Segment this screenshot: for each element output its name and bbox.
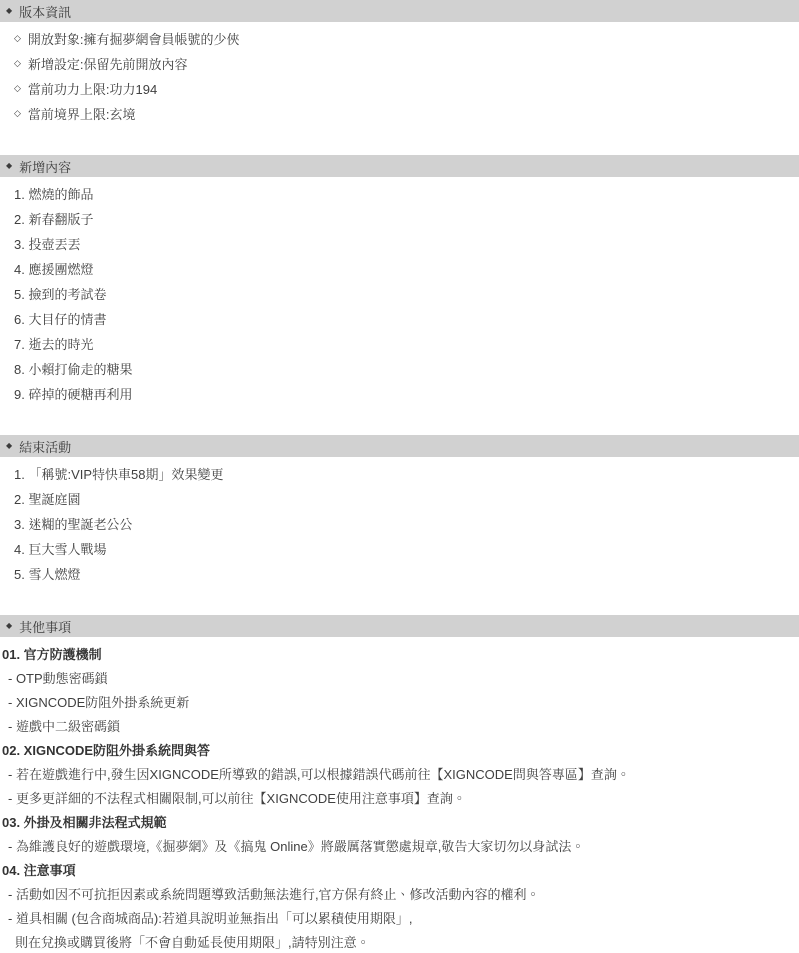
section-header-bar [0,615,799,637]
note-line: - 為維護良好的遊戲環境,《掘夢網》及《搞鬼 Online》將嚴厲落實懲處規章,敬告大家切勿以身試法。 [8,838,585,854]
list-item [0,461,799,486]
list-item-text: 1. 燃燒的飾品 [14,187,94,202]
list-item [0,356,799,381]
list-item [0,281,799,306]
list-item-text: 當前功力上限:功力194 [27,82,158,97]
list-item-text: 2. 聖誕庭園 [14,492,81,507]
list-item [0,101,799,126]
open-diamond-icon: ◇ [14,33,21,43]
list-item [0,76,799,101]
list-item-text: 5. 撿到的考試卷 [14,287,107,302]
note-group-heading: 02. XIGNCODE防阻外掛系統問與答 [2,742,211,758]
open-diamond-icon: ◇ [14,58,21,68]
note-line: - 道具相關 (包含商城商品):若道具說明並無指出「可以累積使用期限」, [8,910,413,926]
list-item [0,536,799,561]
section-header-bar [0,0,799,22]
list-item [0,231,799,256]
note-line: - XIGNCODE防阻外掛系統更新 [8,694,190,710]
note-group-heading: 01. 官方防護機制 [2,646,102,662]
note-group-heading: 04. 注意事項 [2,862,76,878]
list-item-text: 3. 迷糊的聖誕老公公 [14,517,133,532]
section-title: 結束活動 [19,439,72,455]
filled-diamond-icon: ◆ [6,6,13,15]
list-item [0,331,799,356]
section-body [0,637,799,953]
note-line: - 遊戲中二級密碼鎖 [8,718,120,734]
note-line: - 若在遊戲進行中,發生因XIGNCODE所導致的錯誤,可以根據錯誤代碼前往【XIGNCODE問與答專區】查詢。 [8,766,630,782]
section-ended-events [0,435,799,586]
section-body [0,22,799,126]
note-group-heading: 03. 外掛及相關非法程式規範 [2,814,167,830]
list-item [0,486,799,511]
open-diamond-icon: ◇ [14,108,21,118]
list-item-text: 4. 巨大雪人戰場 [14,542,107,557]
section-other-notes [0,615,799,953]
list-item-text: 當前境界上限:玄境 [27,107,136,122]
list-item-text: 5. 雪人燃燈 [14,567,81,582]
note-line-continuation: 則在兌換或購買後將「不會自動延長使用期限」,請特別注意。 [15,934,370,950]
filled-diamond-icon: ◆ [6,621,13,630]
list-item-text: 開放對象:擁有掘夢網會員帳號的少俠 [27,32,240,47]
list-item-text: 8. 小賴打偷走的糖果 [14,362,133,377]
list-item [0,26,799,51]
section-title: 其他事項 [19,619,72,635]
note-line: - OTP動態密碼鎖 [8,670,108,686]
list-item [0,561,799,586]
list-item [0,511,799,536]
list-item-text: 新增設定:保留先前開放內容 [27,57,188,72]
list-item-text: 7. 逝去的時光 [14,337,94,352]
list-item-text: 3. 投壺丟丟 [14,237,81,252]
list-item [0,306,799,331]
section-body [0,457,799,586]
list-item [0,381,799,406]
section-body [0,177,799,406]
open-diamond-icon: ◇ [14,83,21,93]
list-item [0,256,799,281]
section-header-bar [0,435,799,457]
list-item-text: 9. 碎掉的硬糖再利用 [14,387,133,402]
list-item-text: 1. 「稱號:VIP特快車58期」效果變更 [14,467,224,482]
list-item [0,51,799,76]
section-title: 新增內容 [19,159,72,175]
list-item-text: 6. 大目仔的情書 [14,312,107,327]
section-version-info [0,0,799,126]
list-item-text: 2. 新春翻版子 [14,212,94,227]
list-item-text: 4. 應援團燃燈 [14,262,94,277]
list-item [0,206,799,231]
section-title: 版本資訊 [19,4,72,20]
note-line: - 活動如因不可抗拒因素或系統問題導致活動無法進行,官方保有終止、修改活動內容的權利。 [8,886,540,902]
section-header-bar [0,155,799,177]
list-item [0,181,799,206]
filled-diamond-icon: ◆ [6,441,13,450]
note-line: - 更多更詳細的不法程式相關限制,可以前往【XIGNCODE使用注意事項】查詢。 [8,790,466,806]
section-new-content [0,155,799,406]
filled-diamond-icon: ◆ [6,161,13,170]
